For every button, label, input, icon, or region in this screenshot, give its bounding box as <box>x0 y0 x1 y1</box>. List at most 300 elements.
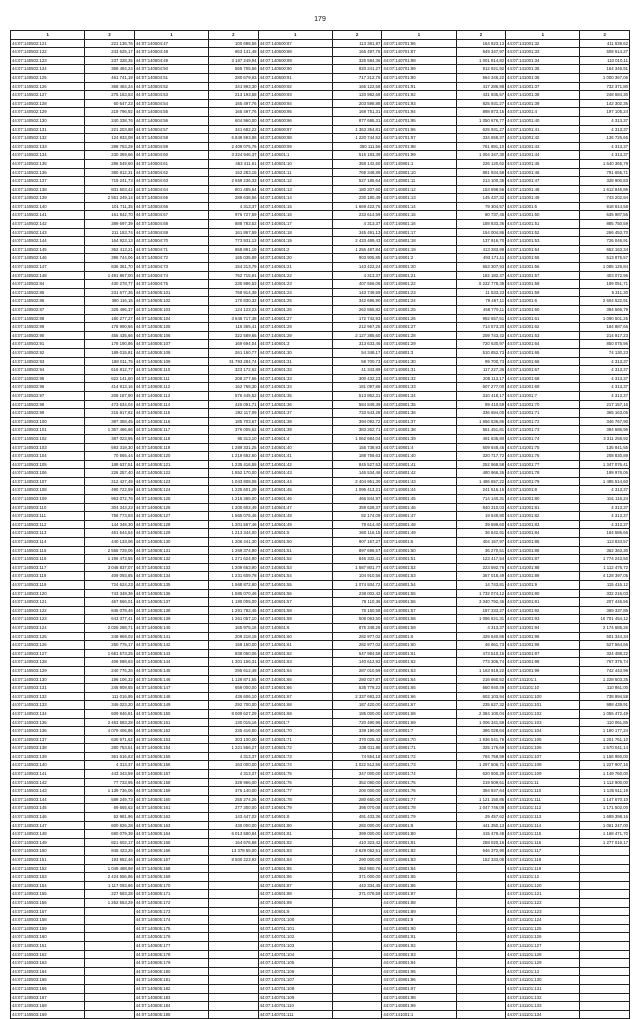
table-row <box>11 658 630 667</box>
cadastral-value-cell <box>580 898 630 907</box>
cadastral-number-cell: 44:07:140600:96 <box>258 116 332 125</box>
cadastral-value-cell: 286 549,60 <box>85 159 134 168</box>
cadastral-value-cell: 383 262,71 <box>332 426 381 435</box>
cadastral-value-cell: 116 365,41 <box>209 323 258 332</box>
cadastral-value-cell <box>85 907 134 916</box>
cadastral-value-cell <box>209 967 258 976</box>
cadastral-number-cell: 44:07:140601:74 <box>258 761 332 770</box>
cadastral-value-cell: 163 000,00 <box>209 761 258 770</box>
cadastral-number-cell: 44:07:141001:70 <box>506 400 580 409</box>
cadastral-number-cell: 44:07:140502:147 <box>11 263 85 272</box>
cadastral-number-cell: 44:07:141001:58 <box>506 280 580 289</box>
cadastral-number-cell: 44:07:140601:83 <box>258 847 332 856</box>
cadastral-value-cell: 1 200 602,49 <box>209 503 258 512</box>
cadastral-value-cell: 240 338,76 <box>85 116 134 125</box>
cadastral-value-cell: 193 852,46 <box>85 856 134 865</box>
cadastral-number-cell: 44:07:140505:166 <box>134 847 208 856</box>
cadastral-number-cell: 44:07:140701:106 <box>258 967 332 976</box>
cadastral-value-cell: 185 000,00 <box>332 709 381 718</box>
cadastral-number-cell: 44:07:140801:47 <box>382 512 456 521</box>
table-row <box>11 185 630 194</box>
cadastral-value-cell: 1 491 867,00 <box>85 271 134 280</box>
cadastral-value-cell: 19 649,80 <box>456 512 505 521</box>
cadastral-value-cell <box>332 907 381 916</box>
cadastral-value-cell: 347 000,00 <box>332 770 381 779</box>
cadastral-value-cell: 110 010,11 <box>580 56 630 65</box>
cadastral-value-cell: 720 480,96 <box>332 718 381 727</box>
cadastral-number-cell: 44:07:140504:47 <box>134 39 208 48</box>
cadastral-value-cell <box>85 924 134 933</box>
cadastral-number-cell: 44:07:140801:8 <box>382 821 456 830</box>
cadastral-value-cell: 846 332,41 <box>332 555 381 564</box>
cadastral-number-cell: 44:07:140502:135 <box>11 159 85 168</box>
cadastral-number-cell: 44:07:140801:63 <box>382 666 456 675</box>
cadastral-number-cell: 44:07:140504:62 <box>134 168 208 177</box>
cadastral-number-cell: 44:07:140503:119 <box>11 581 85 590</box>
cadastral-value-cell: 203 598,88 <box>332 99 381 108</box>
cadastral-value-cell: 4 313,37 <box>580 374 630 383</box>
cadastral-number-cell: 44:07:140601:30 <box>258 348 332 357</box>
cadastral-value-cell: 1 681 573,25 <box>85 649 134 658</box>
cadastral-value-cell: 197 105,24 <box>580 108 630 117</box>
cadastral-number-cell: 44:07:140801:70 <box>382 735 456 744</box>
cadastral-number-cell: 44:07:141001:77 <box>506 460 580 469</box>
cadastral-value-cell: 227 583,28 <box>85 890 134 899</box>
cadastral-number-cell: 44:07:140601:38 <box>258 417 332 426</box>
cadastral-value-cell: 4 313,37 <box>580 520 630 529</box>
cadastral-value-cell: 601 344,34 <box>580 632 630 641</box>
cadastral-value-cell: 1 000 367,06 <box>580 73 630 82</box>
cadastral-number-cell: 44:07:140601:3 <box>258 340 332 349</box>
cadastral-number-cell: 44:07:141001:82 <box>506 512 580 521</box>
cadastral-value-cell <box>209 993 258 1002</box>
cadastral-value-cell: 214 917,23 <box>580 331 630 340</box>
cadastral-number-cell: 44:07:140503:155 <box>11 890 85 899</box>
cadastral-value-cell: 4 313,37 <box>580 142 630 151</box>
cadastral-value-cell: 235 416,50 <box>209 727 258 736</box>
cadastral-value-cell: 145 437,32 <box>456 194 505 203</box>
cadastral-value-cell: 111 016,95 <box>85 692 134 701</box>
cadastral-number-cell: 44:07:140505:109 <box>134 357 208 366</box>
cadastral-value-cell: 199 976,06 <box>580 469 630 478</box>
cadastral-number-cell: 44:07:140601:53 <box>258 563 332 572</box>
cadastral-value-cell: 4 313,37 <box>332 271 381 280</box>
cadastral-value-cell: 527 564,66 <box>580 641 630 650</box>
cadastral-value-cell: 425 640,86 <box>456 632 505 641</box>
page-number: 179 <box>314 16 326 23</box>
table-row <box>11 39 630 48</box>
cadastral-number-cell: 44:07:140701:89 <box>382 65 456 74</box>
column-header: 1 <box>11 31 85 40</box>
cadastral-value-cell <box>209 976 258 985</box>
cadastral-value-cell: 2 174 685,26 <box>580 623 630 632</box>
cadastral-number-cell: 44:07:140505:154 <box>134 744 208 753</box>
cadastral-value-cell: 292 700,00 <box>209 701 258 710</box>
cadastral-value-cell: 341 682,22 <box>209 125 258 134</box>
cadastral-value-cell: 124 833,08 <box>85 134 134 143</box>
cadastral-number-cell: 44:07:140601:22 <box>258 271 332 280</box>
cadastral-number-cell: 44:07:140505:145 <box>134 666 208 675</box>
cadastral-value-cell <box>332 1010 381 1019</box>
cadastral-number-cell: 44:07:140600:91 <box>258 73 332 82</box>
cadastral-number-cell: 44:07:140503:154 <box>11 881 85 890</box>
table-row <box>11 314 630 323</box>
cadastral-number-cell: 44:07:141001:91 <box>506 598 580 607</box>
cadastral-value-cell: 1 062 684,04 <box>332 434 381 443</box>
cadastral-value-cell: 430 278,77 <box>85 280 134 289</box>
cadastral-number-cell: 44:07:141001:42 <box>506 134 580 143</box>
table-row <box>11 426 630 435</box>
cadastral-value-cell: 738 994,58 <box>580 692 630 701</box>
cadastral-value-cell: 189 051,71 <box>580 280 630 289</box>
cadastral-number-cell: 44:07:140601:58 <box>258 606 332 615</box>
cadastral-value-cell: 41 343,89 <box>332 366 381 375</box>
cadastral-number-cell: 44:07:141001:36 <box>506 73 580 82</box>
cadastral-number-cell: 44:07:140503:152 <box>11 864 85 873</box>
cadastral-value-cell: 288 763,29 <box>85 142 134 151</box>
cadastral-value-cell: 313 633,46 <box>332 340 381 349</box>
table-row <box>11 752 630 761</box>
cadastral-number-cell: 44:07:140502:96 <box>11 383 85 392</box>
cadastral-number-cell: 44:07:140601:28 <box>258 323 332 332</box>
cadastral-value-cell: 425 091,71 <box>209 400 258 409</box>
cadastral-value-cell <box>456 941 505 950</box>
table-row <box>11 477 630 486</box>
cadastral-value-cell: 430 000,00 <box>209 821 258 830</box>
table-row <box>11 847 630 856</box>
cadastral-value-cell: 74 130,23 <box>580 348 630 357</box>
cadastral-value-cell: 565 705,66 <box>209 65 258 74</box>
cadastral-value-cell: 1 347 076,41 <box>580 460 630 469</box>
cadastral-number-cell: 44:07:141001:87 <box>506 555 580 564</box>
cadastral-number-cell: 44:07:140502:144 <box>11 237 85 246</box>
cadastral-number-cell: 44:07:140503:131 <box>11 684 85 693</box>
cadastral-value-cell: 217 157,16 <box>580 400 630 409</box>
cadastral-value-cell: 341 993,30 <box>209 82 258 91</box>
cadastral-number-cell: 44:07:140601:54 <box>258 572 332 581</box>
table-row <box>11 254 630 263</box>
cadastral-value-cell: 394 566,79 <box>580 306 630 315</box>
cadastral-number-cell: 44:07:140601:72 <box>258 744 332 753</box>
cadastral-number-cell: 44:07:140601:17 <box>258 220 332 229</box>
cadastral-number-cell: 44:07:140503:102 <box>11 434 85 443</box>
cadastral-value-cell <box>85 993 134 1002</box>
cadastral-number-cell: 44:07:140503:168 <box>11 1002 85 1011</box>
cadastral-number-cell: 44:07:140505:126 <box>134 503 208 512</box>
table-row <box>11 795 630 804</box>
cadastral-value-cell: 266 453,70 <box>580 228 630 237</box>
cadastral-value-cell: 287 010,59 <box>332 666 381 675</box>
cadastral-number-cell: 44:07:141001:33 <box>506 48 580 57</box>
cadastral-value-cell: 1 139 736,06 <box>85 787 134 796</box>
cadastral-value-cell: 768 914,39 <box>209 288 258 297</box>
cadastral-number-cell: 44:07:140503:128 <box>11 658 85 667</box>
cadastral-number-cell: 44:07:140502:91 <box>11 340 85 349</box>
cadastral-value-cell: 646 372,90 <box>456 847 505 856</box>
cadastral-number-cell: 44:07:140601:43 <box>258 469 332 478</box>
table-row <box>11 331 630 340</box>
cadastral-number-cell: 44:07:141101:105 <box>506 735 580 744</box>
cadastral-value-cell <box>456 916 505 925</box>
table-row <box>11 271 630 280</box>
cadastral-number-cell: 44:07:140601:77 <box>258 787 332 796</box>
cadastral-number-cell: 44:07:141001:35 <box>506 65 580 74</box>
cadastral-number-cell: 44:07:140601:87 <box>258 881 332 890</box>
cadastral-number-cell: 44:07:140801:14 <box>382 202 456 211</box>
cadastral-value-cell <box>332 950 381 959</box>
table-row <box>11 649 630 658</box>
cadastral-number-cell: 44:07:140505:142 <box>134 641 208 650</box>
cadastral-value-cell <box>456 993 505 1002</box>
cadastral-number-cell: 44:07:140701:99 <box>382 151 456 160</box>
cadastral-number-cell: 44:07:140503:115 <box>11 546 85 555</box>
cadastral-number-cell: 44:07:140601:81 <box>258 830 332 839</box>
cadastral-value-cell: 280 753,51 <box>85 744 134 753</box>
cadastral-number-cell: 44:07:140503:143 <box>11 787 85 796</box>
table-row <box>11 340 630 349</box>
cadastral-value-cell: 743 348,36 <box>85 589 134 598</box>
cadastral-value-cell: 4 313,37 <box>209 770 258 779</box>
cadastral-number-cell: 44:07:140502:140 <box>11 202 85 211</box>
cadastral-value-cell: 154 004,86 <box>456 228 505 237</box>
cadastral-number-cell: 44:07:141001:50 <box>506 211 580 220</box>
cadastral-number-cell: 44:07:140503:132 <box>11 692 85 701</box>
cadastral-value-cell: 918 814,58 <box>580 202 630 211</box>
cadastral-number-cell: 44:07:140801:54 <box>382 581 456 590</box>
cadastral-value-cell: 162 768,30 <box>209 383 258 392</box>
cadastral-number-cell: 44:07:140601:44 <box>258 477 332 486</box>
cadastral-value-cell: 113 381,87 <box>332 39 381 48</box>
cadastral-value-cell: 79 304,57 <box>456 202 505 211</box>
cadastral-value-cell: 761 891,10 <box>456 142 505 151</box>
cadastral-value-cell <box>456 967 505 976</box>
cadastral-value-cell: 362 413,21 <box>85 245 134 254</box>
table-row <box>11 202 630 211</box>
cadastral-value-cell: 490 722,59 <box>85 486 134 495</box>
cadastral-number-cell: 44:07:140801:4 <box>382 443 456 452</box>
cadastral-value-cell: 350 111,56 <box>332 142 381 151</box>
cadastral-value-cell <box>209 941 258 950</box>
table-row <box>11 348 630 357</box>
cadastral-number-cell: 44:07:140503:162 <box>11 950 85 959</box>
table-row <box>11 91 630 100</box>
cadastral-value-cell <box>580 959 630 968</box>
cadastral-value-cell: 493 171,11 <box>456 254 505 263</box>
cadastral-value-cell: 714 140,31 <box>456 495 505 504</box>
cadastral-value-cell: 31 793 284,74 <box>209 357 258 366</box>
cadastral-value-cell: 360 116,15 <box>332 529 381 538</box>
table-row <box>11 228 630 237</box>
cadastral-number-cell: 44:07:141001:96 <box>506 641 580 650</box>
cadastral-value-cell <box>456 924 505 933</box>
cadastral-value-cell <box>209 890 258 899</box>
cadastral-number-cell: 44:07:140504:54 <box>134 99 208 108</box>
cadastral-value-cell: 394 686,96 <box>580 426 630 435</box>
table-header <box>11 31 630 40</box>
cadastral-number-cell: 44:07:140505:168 <box>134 864 208 873</box>
cadastral-value-cell: 773 931,12 <box>209 237 258 246</box>
cadastral-number-cell: 44:07:140502:93 <box>11 357 85 366</box>
cadastral-number-cell: 44:07:140701:100 <box>258 916 332 925</box>
cadastral-value-cell: 717 212,76 <box>332 73 381 82</box>
cadastral-value-cell: 95 313,10 <box>209 434 258 443</box>
cadastral-value-cell: 762 715,91 <box>209 271 258 280</box>
cadastral-value-cell: 455 435,66 <box>85 331 134 340</box>
table-row <box>11 666 630 675</box>
cadastral-number-cell: 44:07:140505:149 <box>134 701 208 710</box>
cadastral-number-cell: 44:07:140505:107 <box>134 340 208 349</box>
table-row <box>11 168 630 177</box>
cadastral-value-cell: 11 533,23 <box>456 288 505 297</box>
cadastral-number-cell: 44:07:140601:33 <box>258 374 332 383</box>
cadastral-number-cell: 44:07:140505:176 <box>134 933 208 942</box>
cadastral-number-cell: 44:07:140600:93 <box>258 91 332 100</box>
cadastral-value-cell: 1 112 476,72 <box>580 563 630 572</box>
table-row <box>11 460 630 469</box>
cadastral-value-cell: 161 842,70 <box>85 211 134 220</box>
cadastral-value-cell: 208 187,90 <box>85 391 134 400</box>
cadastral-number-cell: 44:07:141001:89 <box>506 572 580 581</box>
cadastral-value-cell: 1 215 365,00 <box>209 495 258 504</box>
cadastral-value-cell: 380 812,31 <box>85 168 134 177</box>
cadastral-number-cell: 44:07:140801:26 <box>382 314 456 323</box>
cadastral-number-cell: 44:07:141101:110 <box>506 787 580 796</box>
cadastral-number-cell: 44:07:140601:61 <box>258 641 332 650</box>
cadastral-value-cell <box>580 924 630 933</box>
cadastral-number-cell: 44:07:141001:68 <box>506 374 580 383</box>
cadastral-value-cell: 154 213,79 <box>209 263 258 272</box>
cadastral-value-cell: 988 439,91 <box>580 701 630 710</box>
cadastral-value-cell <box>456 864 505 873</box>
table-row <box>11 177 630 186</box>
table-row <box>11 383 630 392</box>
cadastral-value-cell <box>85 976 134 985</box>
cadastral-value-cell: 584 849,39 <box>332 400 381 409</box>
cadastral-value-cell: 2 409 075,76 <box>209 142 258 151</box>
cadastral-number-cell: 44:07:140505:112 <box>134 383 208 392</box>
cadastral-value-cell: 4 313,37 <box>209 752 258 761</box>
cadastral-number-cell: 44:07:140601:13 <box>258 185 332 194</box>
cadastral-number-cell: 44:07:141101:119 <box>506 864 580 873</box>
cadastral-number-cell: 44:07:140801:94 <box>382 959 456 968</box>
cadastral-number-cell: 44:07:140505:153 <box>134 735 208 744</box>
cadastral-value-cell: 463 411,61 <box>209 159 258 168</box>
cadastral-number-cell: 44:07:140801:11 <box>382 177 456 186</box>
cadastral-number-cell: 44:07:141001:85 <box>506 538 580 547</box>
table-row <box>11 512 630 521</box>
cadastral-value-cell: 458 779,11 <box>456 306 505 315</box>
cadastral-value-cell: 219 509,61 <box>456 778 505 787</box>
cadastral-number-cell: 44:07:140600:89 <box>258 56 332 65</box>
cadastral-value-cell: 164 676,58 <box>209 838 258 847</box>
cadastral-number-cell: 44:07:141001:40 <box>506 116 580 125</box>
cadastral-value-cell: 130 015,16 <box>209 718 258 727</box>
cadastral-number-cell: 44:07:140801:97 <box>382 984 456 993</box>
cadastral-number-cell: 44:07:140505:152 <box>134 727 208 736</box>
cadastral-value-cell: 209 743,42 <box>456 331 505 340</box>
cadastral-number-cell: 44:07:140503:101 <box>11 426 85 435</box>
cadastral-number-cell: 44:07:140504:71 <box>134 245 208 254</box>
cadastral-value-cell: 2 463 583,28 <box>85 718 134 727</box>
cadastral-number-cell: 44:07:140505:167 <box>134 856 208 865</box>
cadastral-number-cell: 44:07:140502:129 <box>11 108 85 117</box>
cadastral-number-cell: 44:07:140601:68 <box>258 701 332 710</box>
cadastral-number-cell: 44:07:141101:115 <box>506 830 580 839</box>
cadastral-number-cell: 44:07:140502:137 <box>11 177 85 186</box>
cadastral-number-cell: 44:07:140801:57 <box>382 606 456 615</box>
cadastral-value-cell: 338 011,88 <box>332 744 381 753</box>
table-row <box>11 82 630 91</box>
cadastral-value-cell: 77 733,95 <box>85 778 134 787</box>
cadastral-number-cell: 44:07:140601:8 <box>258 813 332 822</box>
cadastral-value-cell: 362 363,30 <box>580 546 630 555</box>
table-row <box>11 804 630 813</box>
cadastral-number-cell: 44:07:141001:99 <box>506 666 580 675</box>
cadastral-value-cell: 328 900,83 <box>580 177 630 186</box>
table-row <box>11 701 630 710</box>
cadastral-value-cell <box>209 950 258 959</box>
cadastral-number-cell: 44:07:141101:106 <box>506 744 580 753</box>
cadastral-value-cell <box>456 984 505 993</box>
cadastral-number-cell: 44:07:141101:1 <box>506 675 580 684</box>
cadastral-number-cell: 44:07:141001:95 <box>506 632 580 641</box>
table-body <box>11 39 630 1019</box>
cadastral-value-cell: 441 350,13 <box>456 821 505 830</box>
cadastral-value-cell: 609 946,81 <box>85 709 134 718</box>
cadastral-number-cell: 44:07:141101:112 <box>506 804 580 813</box>
cadastral-value-cell: 104 910,56 <box>332 572 381 581</box>
cadastral-number-cell: 44:07:140505:132 <box>134 555 208 564</box>
cadastral-value-cell: 1 363 354,81 <box>332 125 381 134</box>
cadastral-number-cell: 44:07:140701:109 <box>258 993 332 1002</box>
cadastral-value-cell: 821 602,17 <box>85 838 134 847</box>
cadastral-value-cell: 413 283,99 <box>456 245 505 254</box>
table-row <box>11 821 630 830</box>
cadastral-number-cell: 44:07:140502:123 <box>11 56 85 65</box>
cadastral-value-cell: 1 227 907,16 <box>580 761 630 770</box>
cadastral-number-cell: 44:07:141101:128 <box>506 950 580 959</box>
cadastral-number-cell: 44:07:140801:9 <box>382 916 456 925</box>
column-header: 1 <box>506 31 580 40</box>
cadastral-number-cell: 44:07:140601:21 <box>258 263 332 272</box>
cadastral-number-cell: 44:07:141001:80 <box>506 495 580 504</box>
cadastral-value-cell: 346 767,90 <box>580 417 630 426</box>
cadastral-number-cell: 44:07:140601:41 <box>258 452 332 461</box>
cadastral-value-cell: 295 612,48 <box>209 666 258 675</box>
cadastral-number-cell: 44:07:140505:121 <box>134 460 208 469</box>
cadastral-number-cell: 44:07:141101:120 <box>506 881 580 890</box>
cadastral-number-cell: 44:07:140801:99 <box>382 1002 456 1011</box>
cadastral-value-cell: 1 585 070,46 <box>209 589 258 598</box>
cadastral-value-cell: 36 642,91 <box>456 529 505 538</box>
table-row <box>11 1010 630 1019</box>
cadastral-number-cell: 44:07:141101:13 <box>506 967 580 976</box>
cadastral-value-cell: 46 661,73 <box>456 641 505 650</box>
cadastral-number-cell: 44:07:140600:94 <box>258 99 332 108</box>
cadastral-number-cell: 44:07:140701:108 <box>258 984 332 993</box>
cadastral-number-cell: 44:07:140701:96 <box>382 125 456 134</box>
cadastral-value-cell: 635 987,56 <box>580 211 630 220</box>
cadastral-number-cell: 44:07:140701:97 <box>382 134 456 143</box>
cadastral-value-cell: 1 552 170,00 <box>209 469 258 478</box>
table-row <box>11 323 630 332</box>
cadastral-value-cell: 724 624,23 <box>85 581 134 590</box>
cadastral-value-cell: 4 313,37 <box>580 383 630 392</box>
cadastral-number-cell: 44:07:140505:106 <box>134 331 208 340</box>
cadastral-value-cell <box>580 976 630 985</box>
cadastral-value-cell: 773 305,74 <box>456 658 505 667</box>
cadastral-value-cell: 325 496,37 <box>85 306 134 315</box>
